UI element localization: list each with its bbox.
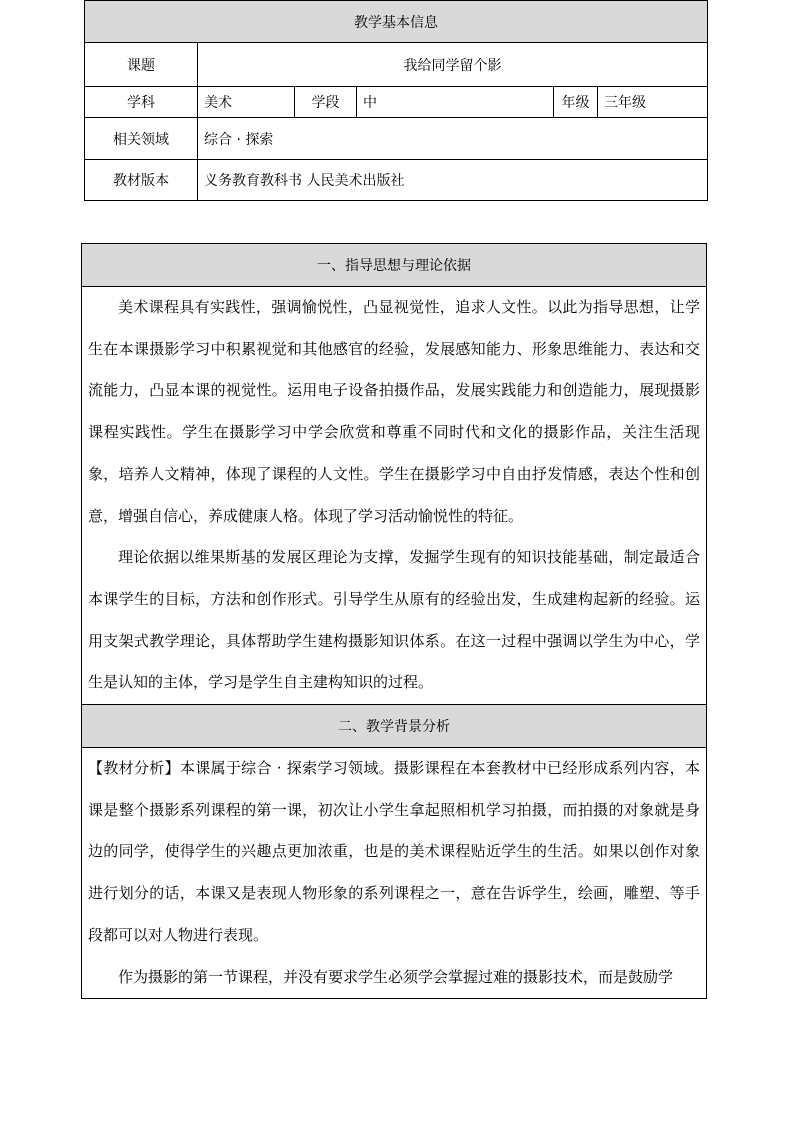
- basic-info-table: [84, 0, 708, 201]
- section-guiding-header: 一、指导思想与理论依据: [82, 244, 707, 287]
- topic-value: 我给同学留个影: [198, 43, 708, 87]
- topic-label: 课题: [85, 43, 198, 87]
- subject-label: 学科: [85, 87, 198, 118]
- field-label: 相关领域: [85, 118, 198, 160]
- edition-value: 义务教育教科书 人民美术出版社: [198, 160, 708, 201]
- subject-value: 美术: [198, 87, 295, 118]
- section-background-body: [82, 748, 707, 999]
- grade-value: 三年级: [598, 87, 708, 118]
- grade-label: 年级: [554, 87, 598, 118]
- section-background-header: 二、教学背景分析: [82, 705, 707, 748]
- lesson-content-table: [81, 243, 707, 999]
- paragraph: 理论依据以维果斯基的发展区理论为支撑，发掘学生现有的知识技能基础，制定最适合本课学生的目标，方法和创作形式。引导学生从原有的经验出发，生成建构起新的经验。运用支架式教学理论，具体帮助学生建构摄影知识体系。在这一过程中强调以学生为中心，学生是认知的主体，学习是学生自主建构知识的过程。: [88, 548, 700, 692]
- field-value: 综合 · 探索: [198, 118, 708, 160]
- stage-label: 学段: [295, 87, 357, 118]
- section-guiding-body: [82, 287, 707, 705]
- edition-label: 教材版本: [85, 160, 198, 201]
- basic-info-header: 教学基本信息: [85, 1, 708, 43]
- paragraph: 【教材分析】本课属于综合 · 探索学习领域。摄影课程在本套教材中已经形成系列内容，本课是整个摄影系列课程的第一课，初次让小学生拿起照相机学习拍摄，而拍摄的对象就是身边的同学，使得学生的兴趣点更加浓重，也是的美术课程贴近学生的生活。如果以创作对象进行划分的话，本课又是表现人物形象的系列课程之一，意在告诉学生，绘画，雕塑、等手段都可以对人物进行表现。: [88, 759, 700, 944]
- paragraph: 作为摄影的第一节课程，并没有要求学生必须学会掌握过难的摄影技术，而是鼓励学: [118, 967, 674, 986]
- stage-value: 中: [357, 87, 554, 118]
- paragraph: 美术课程具有实践性，强调愉悦性，凸显视觉性，追求人文性。以此为指导思想，让学生在本课摄影学习中积累视觉和其他感官的经验，发展感知能力、形象思维能力、表达和交流能力，凸显本课的视觉性。运用电子设备拍摄作品，发展实践能力和创造能力，展现摄影课程实践性。学生在摄影学习中学会欣赏和尊重不同时代和文化的摄影作品，关注生活现象，培养人文精神，体现了课程的人文性。学生在摄影学习中自由抒发情感，表达个性和创意，增强自信心，养成健康人格。体现了学习活动愉悦性的特征。: [88, 298, 700, 525]
